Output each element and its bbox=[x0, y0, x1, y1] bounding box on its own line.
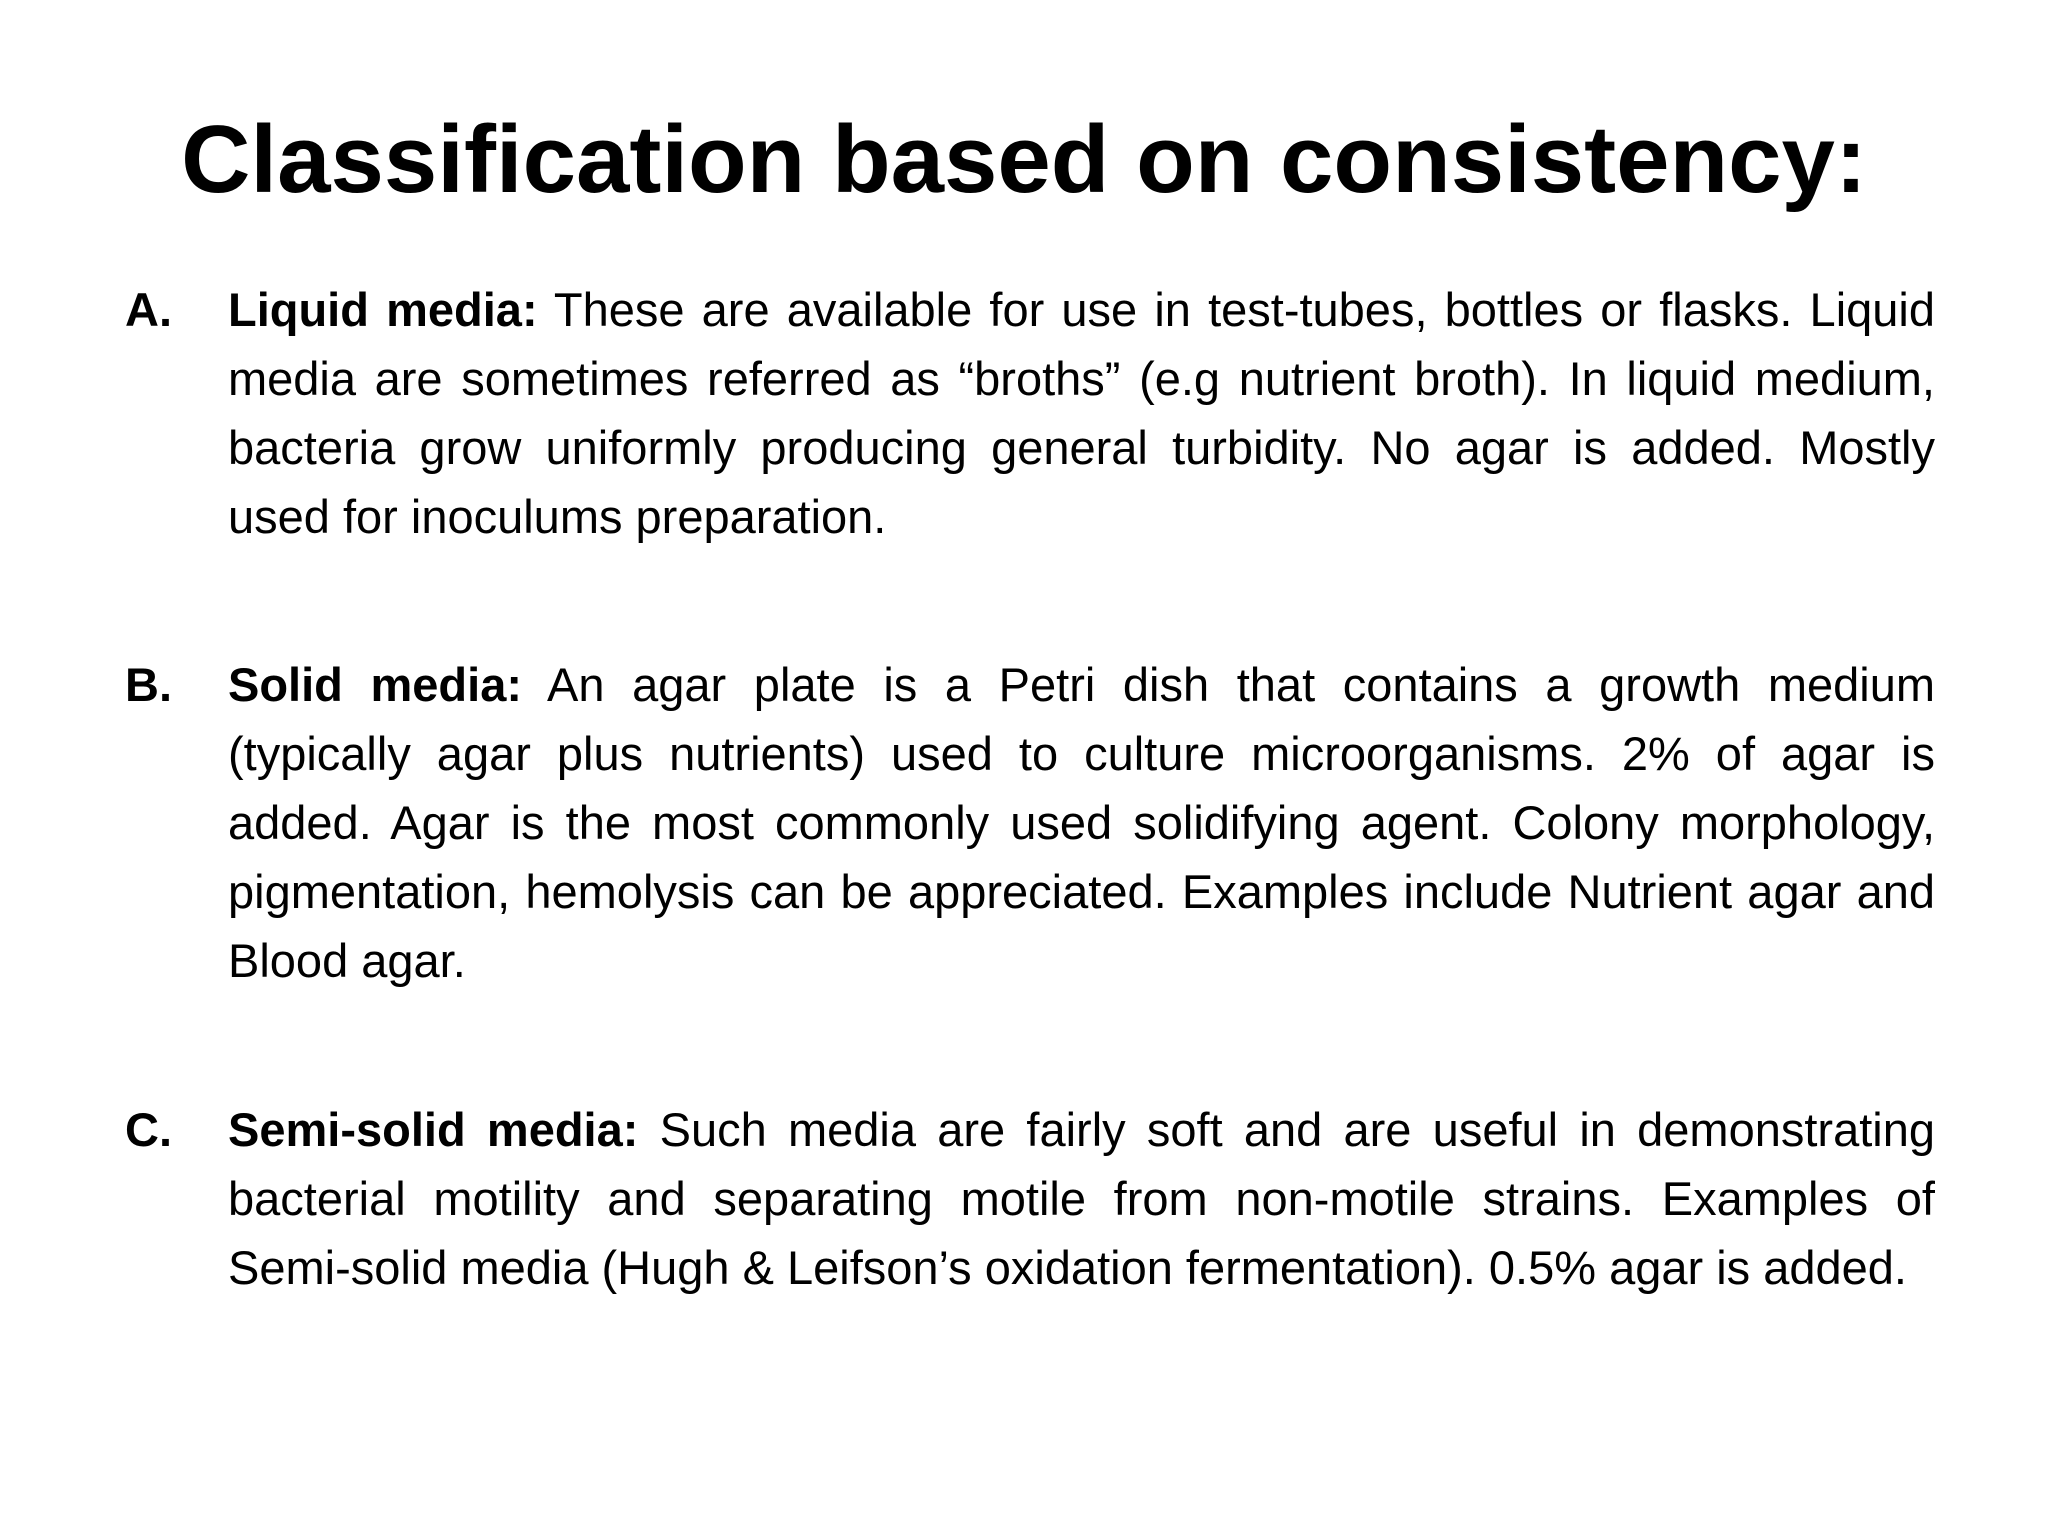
list-item-text: These are available for use in test-tubes, bottles or flasks. Liquid media are sometimes referred as “broths” (e.g nutrient broth). In liquid medium, bacteria grow uniformly producing general turbidity. No agar is added. Mostly used for inoculums preparation. bbox=[228, 283, 1936, 543]
list-item-body bbox=[228, 275, 1935, 551]
list-item-heading: Semi-solid media: bbox=[228, 1103, 639, 1156]
list-item-letter: A. bbox=[125, 283, 172, 336]
list-item-letter: B. bbox=[125, 658, 172, 711]
list-item-body bbox=[228, 1095, 1935, 1302]
list-item-letter: C. bbox=[125, 1103, 172, 1156]
list-item-text: An agar plate is a Petri dish that contains a growth medium (typically agar plus nutrients) used to culture microorganisms. 2% of agar is added. Agar is the most commonly used solidifying agent. Colony morphology, pigmentation, hemolysis can be appreciated. Examples include Nutrient agar and Blood agar. bbox=[228, 658, 1936, 987]
list-item-heading: Solid media: bbox=[228, 658, 522, 711]
list-item-text: Such media are fairly soft and are useful in demonstrating bacterial motility and separating motile from non-motile strains. Examples of Semi-solid media (Hugh & Leifson’s oxidation fermentation). 0.5% agar is added. bbox=[228, 1103, 1935, 1294]
list-item-heading: Liquid media: bbox=[228, 283, 538, 336]
list-item-body bbox=[228, 650, 1935, 995]
slide-title: Classification based on consistency: bbox=[181, 106, 1867, 213]
